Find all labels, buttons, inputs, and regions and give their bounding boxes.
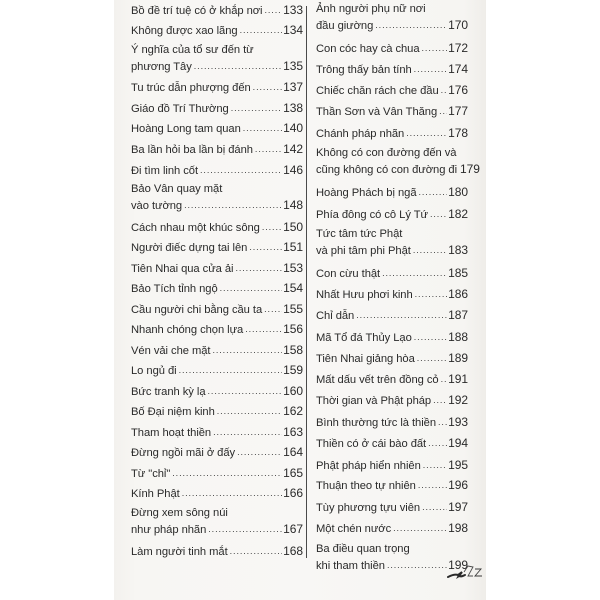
toc-entry-page-number: 195 — [448, 458, 468, 472]
toc-entry-page-number: 194 — [448, 436, 468, 450]
toc-entry-page-number: 180 — [448, 185, 468, 199]
dot-leader — [255, 142, 282, 154]
toc-entry-title: Người điếc dựng tai lên — [131, 242, 248, 254]
dot-leader — [200, 163, 282, 175]
dot-leader — [249, 240, 282, 252]
toc-entry-title: Tu trúc dẫn phượng đến — [131, 82, 251, 94]
toc-entry-page-number: 183 — [448, 242, 468, 257]
toc-entry-page-number: 166 — [283, 486, 303, 500]
toc-entry — [131, 43, 303, 74]
toc-entry-page-number: 160 — [283, 384, 303, 398]
dot-leader — [414, 330, 447, 342]
toc-entry-page-number: 188 — [448, 330, 468, 344]
toc-entry — [316, 227, 468, 258]
toc-entry — [131, 260, 303, 277]
toc-entry-title: Lo ngủ đi — [131, 365, 177, 377]
toc-entry-page-number: 163 — [283, 425, 303, 439]
toc-entry-page-number: 189 — [448, 351, 468, 365]
dot-leader — [430, 207, 447, 219]
toc-entry-title: Bố Đại niệm kinh — [131, 406, 215, 418]
toc-entry — [131, 383, 303, 400]
dot-leader — [356, 308, 447, 320]
toc-entry-title: Chánh pháp nhãn — [316, 128, 405, 140]
toc-entry-page-number: 179 — [460, 161, 480, 176]
toc-entry-title: Cách nhau một khúc sông — [131, 222, 260, 234]
toc-entry-title: như pháp nhãn — [131, 523, 207, 536]
toc-entry — [316, 371, 468, 388]
dot-leader — [428, 436, 447, 448]
toc-entry-title: Phật pháp hiển nhiên — [316, 460, 421, 472]
toc-entry-page-number: 148 — [283, 197, 303, 212]
dot-leader — [240, 23, 283, 35]
dot-leader — [441, 372, 448, 384]
toc-entry-page-number: 154 — [283, 281, 303, 295]
toc-entry-title: Tiên Nhai giảng hòa — [316, 353, 415, 365]
toc-entry-page-number: 162 — [283, 404, 303, 418]
toc-entry-page-number: 185 — [448, 266, 468, 280]
toc-entry-page-number: 178 — [448, 126, 468, 140]
toc-entry — [316, 82, 468, 99]
toc-entry-title: đầu giường — [316, 19, 374, 32]
dot-leader — [413, 243, 447, 255]
toc-entry-title: Bức tranh kỳ lạ — [131, 386, 206, 398]
toc-entry-title: Thiền có ở cái bào đất — [316, 438, 427, 450]
column-divider — [306, 6, 307, 558]
decorative-flourish-icon — [446, 563, 486, 581]
toc-entry — [316, 520, 468, 537]
toc-entry-title: Hoàng Phách bị ngã — [316, 187, 417, 199]
dot-leader — [393, 521, 447, 533]
dot-leader — [235, 261, 282, 273]
dot-leader — [438, 415, 447, 427]
toc-entry-title: Ba lần hỏi ba lần bị đánh — [131, 144, 253, 156]
toc-entry-title: Kính Phật — [131, 488, 180, 500]
toc-entry — [316, 307, 468, 324]
dot-leader — [231, 101, 282, 113]
toc-entry — [316, 477, 468, 494]
toc-entry-page-number: 187 — [448, 308, 468, 322]
dot-leader — [415, 287, 447, 299]
toc-entry-title: Từ "chỉ" — [131, 468, 171, 480]
toc-entry-title: Một chén nước — [316, 523, 392, 535]
toc-entry-page-number: 156 — [283, 322, 303, 336]
toc-entry — [131, 342, 303, 359]
toc-entry — [316, 329, 468, 346]
toc-entry-title-line1: Ảnh người phụ nữ nơi — [316, 3, 426, 15]
toc-entry — [316, 286, 468, 303]
dot-leader — [382, 266, 447, 278]
toc-entry-title: Cầu người chi bằng cầu ta — [131, 304, 263, 316]
toc-entry-title: Thần Sơn và Vân Thăng — [316, 106, 438, 118]
dot-leader — [182, 486, 282, 498]
toc-entry-title: Tiên Nhai qua cửa ải — [131, 263, 234, 275]
toc-entry — [316, 457, 468, 474]
dot-leader — [245, 322, 282, 334]
toc-entry — [316, 103, 468, 120]
toc-entry — [131, 444, 303, 461]
dot-leader — [441, 83, 448, 95]
toc-entry-page-number: 155 — [283, 302, 303, 316]
toc-entry-title: Phía đông có cô Lý Tứ — [316, 209, 428, 221]
toc-entry-page-number: 182 — [448, 207, 468, 221]
toc-entry-page-number: 198 — [448, 521, 468, 535]
toc-entry — [316, 61, 468, 78]
toc-entry-title: Bảo Tích tỉnh ngộ — [131, 283, 218, 295]
dot-leader — [179, 363, 283, 375]
dot-leader — [433, 393, 447, 405]
toc-entry-title: Nhanh chóng chọn lựa — [131, 324, 244, 336]
toc-entry-title: Không được xao lãng — [131, 25, 238, 37]
toc-entry — [131, 141, 303, 158]
toc-entry — [131, 362, 303, 379]
toc-entry-title: Đi tìm linh cốt — [131, 165, 199, 177]
toc-entry-title: Con cừu thật — [316, 268, 381, 280]
toc-entry — [316, 40, 468, 57]
toc-entry-page-number: 140 — [283, 121, 303, 135]
toc-entry — [316, 392, 468, 409]
dot-leader — [220, 281, 282, 293]
toc-entry-title-line1: Tức tâm tức Phật — [316, 228, 403, 240]
toc-entry-page-number: 134 — [283, 23, 303, 37]
toc-entry-page-number: 199 — [448, 557, 468, 572]
toc-entry-page-number: 197 — [448, 500, 468, 514]
toc-entry-title-line1: Không có con đường đến và — [316, 147, 457, 159]
toc-entry — [131, 321, 303, 338]
toc-entry — [131, 465, 303, 482]
dot-leader — [414, 62, 447, 74]
dot-leader — [172, 466, 282, 478]
dot-leader — [387, 558, 447, 570]
toc-entry — [131, 543, 303, 560]
toc-entry-title: Tùy phương tựu viên — [316, 502, 421, 514]
toc-entry-title: Bồ đề trí tuệ có ở khắp nơi — [131, 5, 263, 17]
toc-entry-title: Đừng ngồi mãi ở đấy — [131, 447, 236, 459]
toc-entry — [131, 403, 303, 420]
toc-entry — [131, 280, 303, 297]
dot-leader — [265, 3, 283, 15]
toc-entry — [316, 499, 468, 516]
toc-entry-page-number: 133 — [283, 3, 303, 17]
dot-leader — [217, 404, 282, 416]
toc-entry — [131, 182, 303, 213]
dot-leader — [208, 522, 282, 534]
toc-entry-page-number: 176 — [448, 83, 468, 97]
toc-entry-page-number: 170 — [448, 17, 468, 32]
toc-entry — [131, 506, 303, 537]
toc-entry — [316, 414, 468, 431]
toc-entry-page-number: 150 — [283, 220, 303, 234]
toc-entry-title: Mã Tổ đá Thủy Lạo — [316, 332, 412, 344]
toc-entry — [316, 184, 468, 201]
dot-leader — [423, 458, 447, 470]
toc-entry — [131, 162, 303, 179]
toc-entry-title: Trông thấy bản tính — [316, 64, 412, 76]
toc-entry-title: Con cóc hay cà chua — [316, 43, 420, 55]
toc-entry-page-number: 196 — [448, 478, 468, 492]
dot-leader — [213, 425, 282, 437]
toc-entry-title-line1: Ý nghĩa của tổ sư đến từ — [131, 44, 254, 56]
toc-entry-page-number: 158 — [283, 343, 303, 357]
dot-leader — [422, 41, 448, 53]
toc-entry-title: Tham hoạt thiền — [131, 427, 212, 439]
toc-entry — [131, 100, 303, 117]
toc-entry-title: khi tham thiền — [316, 559, 385, 572]
toc-entry-title: Mất dấu vết trên đồng cỏ — [316, 374, 439, 386]
toc-entry-page-number: 159 — [283, 363, 303, 377]
toc-entry — [131, 219, 303, 236]
toc-entry — [316, 350, 468, 367]
dot-leader — [230, 544, 282, 556]
toc-entry-title: Chỉ dẫn — [316, 310, 355, 322]
toc-entry-page-number: 137 — [283, 80, 303, 94]
toc-entry-title: Hoàng Long tam quan — [131, 123, 241, 135]
toc-entry-title: và phi tâm phi Phật — [316, 244, 411, 257]
toc-entry — [316, 265, 468, 282]
toc-entry-page-number: 192 — [448, 393, 468, 407]
toc-entry-page-number: 135 — [283, 58, 303, 73]
dot-leader — [212, 343, 282, 355]
dot-leader — [194, 59, 282, 71]
toc-entry-page-number: 177 — [448, 104, 468, 118]
dot-leader — [439, 104, 447, 116]
toc-entry-title-line1: Đừng xem sông núi — [131, 507, 228, 519]
toc-entry-page-number: 138 — [283, 101, 303, 115]
toc-entry-page-number: 172 — [448, 41, 468, 55]
toc-entry — [131, 485, 303, 502]
toc-entry-title-line1: Ba điều quan trọng — [316, 543, 410, 555]
toc-entry-page-number: 191 — [448, 372, 468, 386]
dot-leader — [243, 121, 282, 133]
dot-leader — [375, 18, 447, 30]
toc-entry — [131, 239, 303, 256]
toc-entry-page-number: 165 — [283, 466, 303, 480]
toc-entry-page-number: 168 — [283, 544, 303, 558]
toc-entry-page-number: 167 — [283, 521, 303, 536]
dot-leader — [262, 220, 282, 232]
toc-entry-title: cũng không có con đường đi — [316, 163, 458, 176]
toc-entry-title: Làm người tinh mắt — [131, 546, 228, 558]
toc-entry-title: Giáo đồ Trí Thường — [131, 103, 229, 115]
toc-entry — [131, 424, 303, 441]
toc-entry-page-number: 164 — [283, 445, 303, 459]
toc-entry-page-number: 151 — [283, 240, 303, 254]
toc-entry — [316, 125, 468, 142]
toc-entry-title: Bình thường tức là thiền — [316, 417, 437, 429]
dot-leader — [237, 445, 282, 457]
toc-entry-title: Thuận theo tự nhiên — [316, 480, 416, 492]
dot-leader — [419, 185, 448, 197]
dot-leader — [208, 384, 283, 396]
toc-entry — [131, 301, 303, 318]
dot-leader — [417, 351, 447, 363]
dot-leader — [422, 500, 447, 512]
toc-entry — [316, 2, 468, 33]
toc-entry-title: phương Tây — [131, 60, 192, 73]
dot-leader — [418, 478, 447, 490]
toc-entry-page-number: 193 — [448, 415, 468, 429]
toc-entry-page-number: 174 — [448, 62, 468, 76]
toc-entry-title: Nhất Hưu phơi kinh — [316, 289, 413, 301]
toc-entry — [131, 79, 303, 96]
dot-leader — [253, 80, 282, 92]
toc-entry-title: Vén vải che mặt — [131, 345, 211, 357]
toc-entry-page-number: 186 — [448, 287, 468, 301]
toc-entry — [131, 2, 303, 19]
toc-entry-page-number: 153 — [283, 261, 303, 275]
toc-entry-title-line1: Bảo Vân quay mặt — [131, 183, 223, 195]
toc-entry — [316, 146, 480, 177]
toc-entry-title: vào tường — [131, 199, 183, 212]
toc-entry-page-number: 146 — [283, 163, 303, 177]
dot-leader — [264, 302, 282, 314]
toc-entry — [316, 435, 468, 452]
toc-entry-title: Chiếc chăn rách che đầu — [316, 85, 439, 97]
dot-leader — [406, 126, 447, 138]
toc-entry-title: Thời gian và Phật pháp — [316, 395, 432, 407]
toc-entry — [131, 120, 303, 137]
toc-entry-page-number: 142 — [283, 142, 303, 156]
dot-leader — [184, 198, 282, 210]
toc-entry — [131, 22, 303, 39]
toc-entry — [316, 206, 468, 223]
